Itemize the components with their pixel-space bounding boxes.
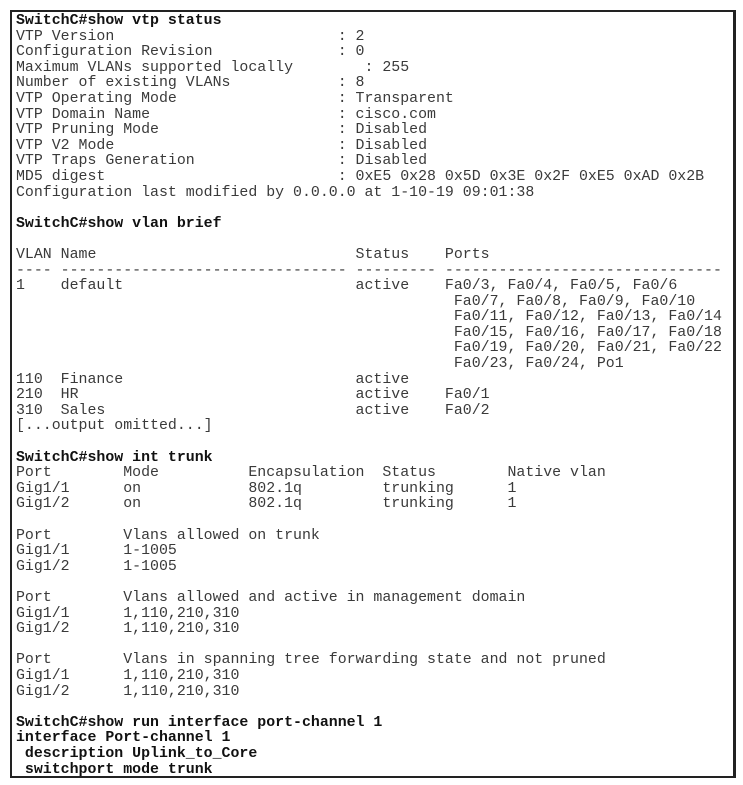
output-line: Gig1/2 on 802.1q trunking 1 [16, 496, 517, 513]
output-line: VTP Traps Generation : Disabled [16, 153, 428, 170]
output-line: ---- -------------------------------- --------- ------------------------------- [16, 262, 722, 279]
command-line: SwitchC#show int trunk [16, 449, 213, 466]
output-line: Fa0/7, Fa0/8, Fa0/9, Fa0/10 [16, 293, 696, 310]
output-line: Maximum VLANs supported locally : 255 [16, 59, 410, 76]
output-line: Fa0/15, Fa0/16, Fa0/17, Fa0/18 [16, 324, 722, 341]
output-line: VTP Domain Name : cisco.com [16, 106, 436, 123]
output-line: Fa0/11, Fa0/12, Fa0/13, Fa0/14 [16, 309, 722, 326]
command-line: SwitchC#show vlan brief [16, 215, 222, 232]
command-line: interface Port-channel 1 [16, 730, 231, 747]
output-line: Number of existing VLANs : 8 [16, 75, 365, 92]
output-line: VLAN Name Status Ports [16, 246, 490, 263]
output-line: Gig1/2 1,110,210,310 [16, 683, 240, 700]
output-line: Gig1/1 1-1005 [16, 543, 177, 560]
output-line [16, 638, 733, 654]
output-line: Port Vlans allowed on trunk [16, 527, 320, 544]
output-line: 210 HR active Fa0/1 [16, 387, 490, 404]
output-line: Port Vlans allowed and active in management domain [16, 589, 526, 606]
output-line: MD5 digest : 0xE5 0x28 0x5D 0x3E 0x2F 0xE5 0xAD 0x2B [16, 168, 705, 185]
command-line: description Uplink_to_Core [16, 745, 258, 762]
output-line: Port Vlans in spanning tree forwarding state and not pruned [16, 652, 606, 669]
output-line [16, 201, 733, 217]
output-line: Gig1/2 1-1005 [16, 558, 177, 575]
output-line: VTP Pruning Mode : Disabled [16, 122, 428, 139]
output-line: Gig1/1 1,110,210,310 [16, 667, 240, 684]
output-line: Fa0/19, Fa0/20, Fa0/21, Fa0/22 [16, 340, 722, 357]
output-line: Fa0/23, Fa0/24, Po1 [16, 356, 624, 373]
output-line [16, 575, 733, 591]
output-line [16, 700, 733, 716]
output-line: 110 Finance active [16, 371, 410, 388]
output-line [16, 513, 733, 529]
output-line: Configuration Revision : 0 [16, 44, 365, 61]
output-line: Gig1/2 1,110,210,310 [16, 621, 240, 638]
output-line: 310 Sales active Fa0/2 [16, 402, 490, 419]
output-line: Gig1/1 1,110,210,310 [16, 605, 240, 622]
output-line: 1 default active Fa0/3, Fa0/4, Fa0/5, Fa0/6 [16, 278, 678, 295]
output-line: [...output omitted...] [16, 418, 213, 435]
output-line: Port Mode Encapsulation Status Native vlan [16, 465, 606, 482]
command-line: SwitchC#show run interface port-channel 1 [16, 714, 383, 731]
output-line: VTP Operating Mode : Transparent [16, 90, 454, 107]
output-line: Gig1/1 on 802.1q trunking 1 [16, 480, 517, 497]
output-line [16, 232, 733, 248]
output-line [16, 435, 733, 451]
output-line: Configuration last modified by 0.0.0.0 at 1-10-19 09:01:38 [16, 184, 535, 201]
terminal-output [10, 10, 736, 778]
command-line: SwitchC#show vtp status [16, 13, 222, 29]
output-line: VTP V2 Mode : Disabled [16, 137, 428, 154]
output-line: VTP Version : 2 [16, 28, 365, 45]
command-line: switchport mode trunk [16, 761, 213, 778]
